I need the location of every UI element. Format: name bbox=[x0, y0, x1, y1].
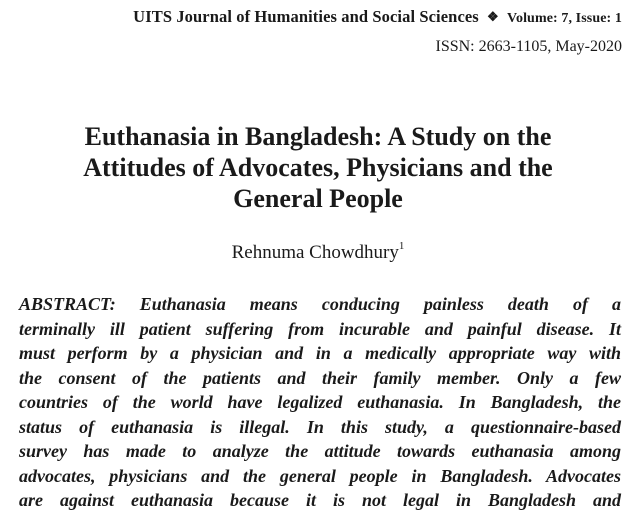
author-line bbox=[0, 242, 636, 264]
abstract-line: the consent of the patients and their family member. Only a few bbox=[19, 367, 621, 388]
author-name: Rehnuma Chowdhury bbox=[231, 242, 399, 263]
separator-icon: ❖ bbox=[487, 9, 499, 24]
title-line: Attitudes of Advocates, Physicians and the bbox=[83, 153, 553, 182]
issn-date: ISSN: 2663-1105, May-2020 bbox=[435, 38, 622, 55]
abstract-line: countries of the world have legalized euthanasia. In Bangladesh, the bbox=[19, 392, 621, 412]
abstract-line: are against euthanasia because it is not legal in Bangladesh and bbox=[19, 490, 621, 510]
abstract-line: status of euthanasia is illegal. In this study, a questionnaire-based bbox=[19, 416, 621, 437]
article-title bbox=[0, 121, 636, 214]
journal-name: UITS Journal of Humanities and Social Sciences bbox=[133, 7, 479, 26]
volume-issue: Volume: 7, Issue: 1 bbox=[507, 11, 622, 26]
abstract-line: survey has made to analyze the attitude towards euthanasia among bbox=[19, 441, 621, 461]
abstract-line: terminally ill patient suffering from incurable and painful disease. It bbox=[19, 318, 621, 339]
abstract-line: must perform by a physician and in a medically appropriate way with bbox=[19, 343, 621, 363]
title-line: Euthanasia in Bangladesh: A Study on the bbox=[84, 122, 552, 151]
journal-header bbox=[133, 7, 622, 27]
abstract-line: advocates, physicians and the general people in Bangladesh. Advocates bbox=[19, 465, 621, 486]
author-footnote-marker: 1 bbox=[398, 240, 405, 252]
abstract bbox=[19, 292, 621, 513]
title-line: General People bbox=[233, 184, 403, 213]
abstract-line: ABSTRACT: Euthanasia means conducing painless death of a bbox=[19, 294, 621, 314]
